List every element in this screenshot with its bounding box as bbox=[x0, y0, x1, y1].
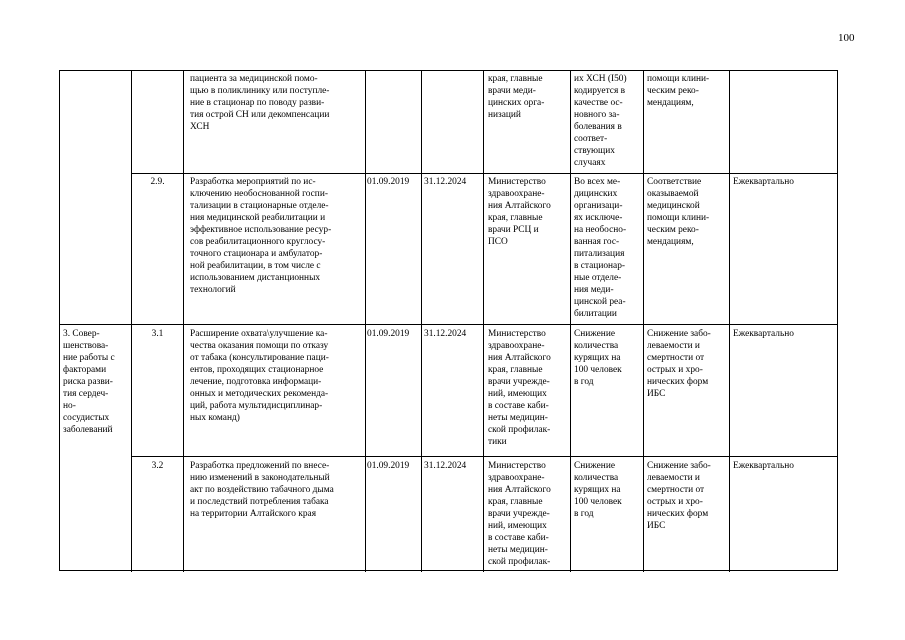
table-cell-end-date: 31.12.2024 bbox=[424, 461, 467, 471]
table-cell-action: Разработка мероприятий по ис- ключению необоснованной госпи- тализации в стационарные отделе- ния медицинской реабилитации и эффективное использование ресур- сов реабилитационного круглосу- точного стационара и амбулатор- ной реабилитации, в том числе с использованием дистанционных технологий bbox=[190, 177, 332, 295]
column-divider bbox=[483, 71, 484, 572]
column-divider bbox=[570, 71, 571, 572]
column-divider bbox=[729, 71, 730, 572]
table-cell-indicator: Снижение количества курящих на 100 человек в год bbox=[574, 329, 622, 387]
table-cell-number: 2.9. bbox=[150, 177, 165, 187]
row-divider bbox=[60, 324, 838, 325]
table-cell-result: Снижение забо- леваемости и смертности от острых и хро- нических форм ИБС bbox=[647, 329, 711, 399]
table-cell-number: 3.1 bbox=[151, 329, 164, 339]
table-cell-result: помощи клини- ческим реко- мендациям, bbox=[647, 74, 710, 108]
table-cell-action: пациента за медицинской помо- щью в поликлинику или поступле- ние в стационар по поводу разви- тия острой СН или декомпенсации ХСН bbox=[190, 74, 330, 132]
column-divider bbox=[183, 71, 184, 572]
table-cell-result: Соответствие оказываемой медицинской помощи клини- ческим реко- мендациям, bbox=[647, 177, 710, 247]
table-cell-start-date: 01.09.2019 bbox=[367, 461, 410, 471]
column-divider bbox=[365, 71, 366, 572]
column-divider bbox=[643, 71, 644, 572]
column-divider bbox=[421, 71, 422, 572]
row-divider bbox=[131, 456, 838, 457]
row-divider bbox=[131, 173, 838, 174]
table-cell-executors: Министерство здравоохране- ния Алтайского края, главные врачи учрежде- ний, имеющих в составе каби- неты медицин- ской профилак- тики bbox=[488, 329, 551, 447]
table-cell-control: Ежеквартально bbox=[733, 461, 794, 471]
table-cell-indicator: Во всех ме- дицинских организаци- ях исключе- на необосно- ванная гос- питализация в стационар- ные отделе- ния меди- цинской реа- билитации bbox=[574, 177, 627, 319]
table-cell-executors: края, главные врачи меди- цинских орга- низаций bbox=[488, 74, 545, 120]
table-cell-start-date: 01.09.2019 bbox=[367, 177, 410, 187]
table-cell-indicator: их ХСН (I50) кодируется в качестве ос- новного за- болевания в соответ- ствующих случаях bbox=[574, 74, 627, 168]
column-divider bbox=[131, 71, 132, 572]
table-cell-control: Ежеквартально bbox=[733, 177, 794, 187]
table-cell-executors: Министерство здравоохране- ния Алтайского края, главные врачи РСЦ и ПСО bbox=[488, 177, 551, 247]
table-cell-executors: Министерство здравоохране- ния Алтайского края, главные врачи учрежде- ний, имеющих в составе каби- неты медицин- ской профилак- bbox=[488, 461, 551, 567]
table-cell-number: 3.2 bbox=[151, 461, 164, 471]
table-cell-control: Ежеквартально bbox=[733, 329, 794, 339]
page-number: 100 bbox=[838, 32, 855, 44]
measures-table bbox=[59, 70, 838, 571]
table-cell-action: Разработка предложений по внесе- нию изменений в законодательный акт по воздействию табачного дыма и последствий потребления табака на территории Алтайского края bbox=[190, 461, 334, 519]
table-cell-result: Снижение забо- леваемости и смертности от острых и хро- нических форм ИБС bbox=[647, 461, 711, 531]
table-cell-indicator: Снижение количества курящих на 100 человек в год bbox=[574, 461, 622, 519]
table-cell-end-date: 31.12.2024 bbox=[424, 177, 467, 187]
table-cell-section: 3. Совер- шенствова- ние работы с факторами риска разви- тия сердеч- но- сосудистых заболеваний bbox=[63, 329, 115, 435]
table-cell-action: Расширение охвата\улучшение ка- чества оказания помощи по отказу от табака (консультирование паци- ентов, проходящих стационарное лечение, подготовка информаци- онных и методических рекоменда- ций, работа мультидисциплинар- ных команд) bbox=[190, 329, 329, 423]
table-cell-end-date: 31.12.2024 bbox=[424, 329, 467, 339]
table-cell-start-date: 01.09.2019 bbox=[367, 329, 410, 339]
